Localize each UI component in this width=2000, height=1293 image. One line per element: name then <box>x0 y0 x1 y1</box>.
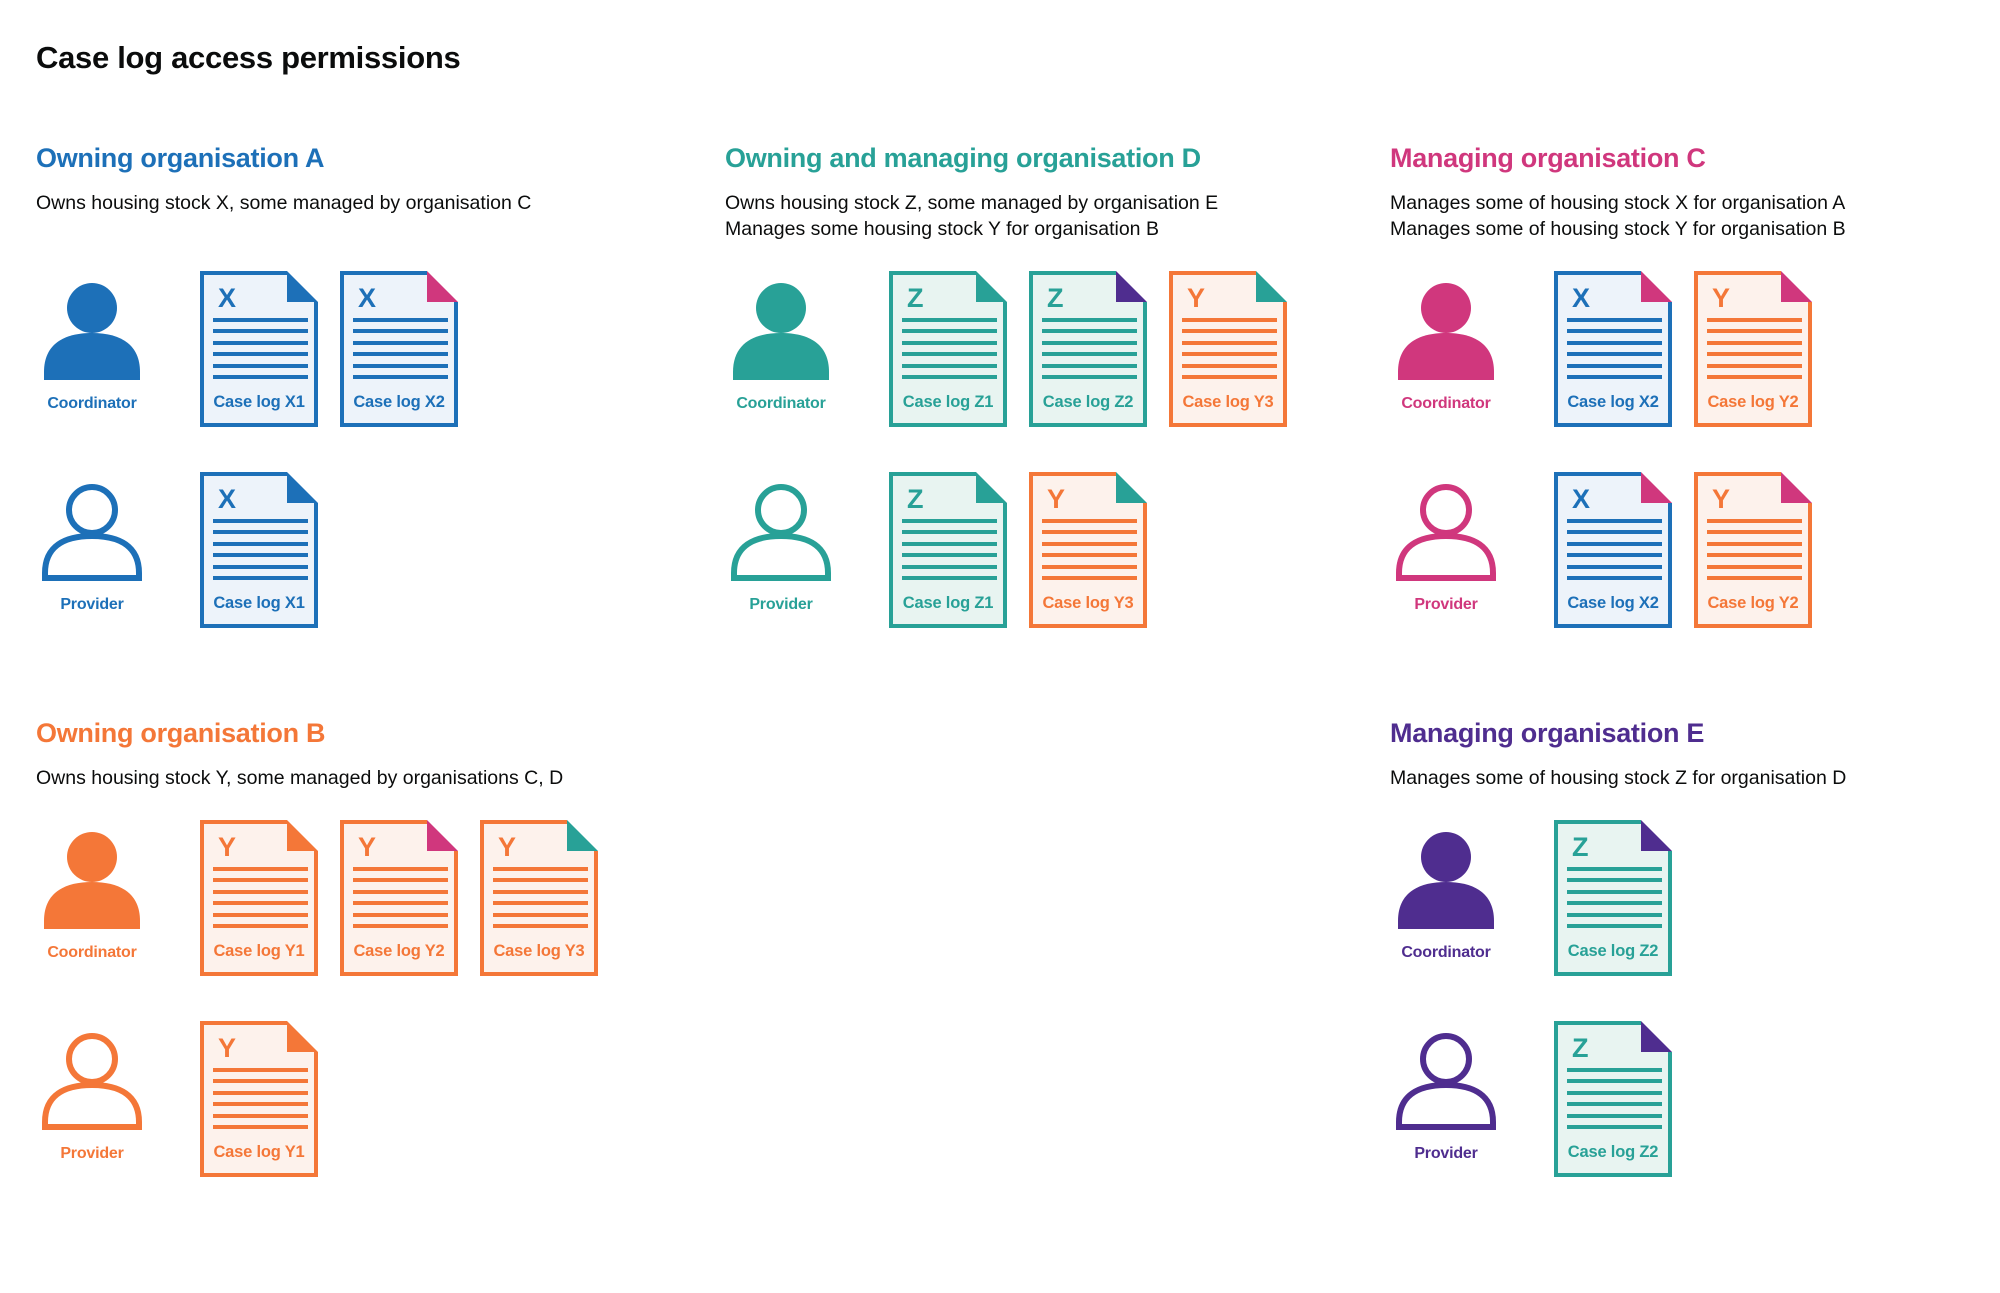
document-text-lines <box>493 867 588 935</box>
folded-corner-icon <box>1641 271 1672 302</box>
provider-row <box>1390 1021 1672 1177</box>
folded-corner-icon <box>287 1021 318 1052</box>
document-text-lines <box>1182 318 1277 386</box>
folded-corner-icon <box>1781 472 1812 503</box>
provider-icon <box>729 483 833 581</box>
document-stock-letter: X <box>1572 283 1591 313</box>
case-log-document <box>200 472 318 628</box>
folded-corner-icon <box>1641 472 1672 503</box>
document-stock-letter: X <box>1572 484 1591 514</box>
section-description <box>36 765 563 791</box>
folded-corner-icon <box>287 820 318 851</box>
coordinator-icon <box>40 831 144 929</box>
document-label: Case log X2 <box>353 393 445 411</box>
case-log-document <box>340 820 458 976</box>
document-stock-letter: Y <box>218 832 237 862</box>
folded-corner-icon <box>427 820 458 851</box>
document-stock-letter: Y <box>218 1033 237 1063</box>
document-text-lines <box>902 519 997 587</box>
document-text-lines <box>213 519 308 587</box>
document-stock-letter: Y <box>498 832 517 862</box>
case-log-document <box>1029 472 1147 628</box>
coordinator-figure <box>36 271 148 413</box>
role-label: Provider <box>60 1145 124 1162</box>
coordinator-figure <box>1390 271 1502 413</box>
section-description-line: Manages some of housing stock Z for organisation D <box>1390 767 1847 789</box>
role-label: Provider <box>1414 1145 1478 1162</box>
role-label: Coordinator <box>1401 395 1491 412</box>
document-label: Case log Y2 <box>353 942 445 960</box>
section-description <box>1390 190 1846 242</box>
document-stock-letter: X <box>218 283 237 313</box>
document-stock-letter: Y <box>358 832 377 862</box>
section-title: Managing organisation C <box>1390 143 1706 173</box>
case-log-document <box>340 271 458 427</box>
case-log-document <box>1554 1021 1672 1177</box>
folded-corner-icon <box>976 271 1007 302</box>
case-log-document <box>1694 271 1812 427</box>
section-description-line: Owns housing stock Z, some managed by organisation E <box>725 192 1219 214</box>
provider-row <box>725 472 1147 628</box>
provider-figure <box>36 472 148 614</box>
document-label: Case log Z1 <box>902 594 994 612</box>
document-stock-letter: X <box>218 484 237 514</box>
coordinator-icon <box>1394 282 1498 380</box>
section-title: Managing organisation E <box>1390 718 1705 748</box>
section-description-line: Owns housing stock X, some managed by organisation C <box>36 192 532 214</box>
provider-figure <box>36 1021 148 1163</box>
document-text-lines <box>1042 318 1137 386</box>
case-log-document <box>200 820 318 976</box>
role-label: Coordinator <box>736 395 826 412</box>
coordinator-figure <box>725 271 837 413</box>
document-text-lines <box>1567 318 1662 386</box>
case-log-document <box>1554 271 1672 427</box>
role-label: Coordinator <box>1401 944 1491 961</box>
document-text-lines <box>213 318 308 386</box>
case-log-document <box>1029 271 1147 427</box>
provider-row <box>36 1021 318 1177</box>
section-org-b <box>36 718 676 1293</box>
case-log-document <box>889 472 1007 628</box>
document-label: Case log Y3 <box>493 942 585 960</box>
section-title: Owning organisation A <box>36 143 325 173</box>
document-stock-letter: Z <box>907 484 924 514</box>
case-log-document <box>889 271 1007 427</box>
document-text-lines <box>1567 867 1662 935</box>
provider-icon <box>1394 1032 1498 1130</box>
section-title: Owning and managing organisation D <box>725 143 1201 173</box>
folded-corner-icon <box>1256 271 1287 302</box>
document-label: Case log Z2 <box>1567 1143 1659 1161</box>
document-label: Case log Z2 <box>1567 942 1659 960</box>
case-log-document <box>1694 472 1812 628</box>
document-label: Case log Z2 <box>1042 393 1134 411</box>
case-log-document <box>200 271 318 427</box>
document-text-lines <box>1707 318 1802 386</box>
folded-corner-icon <box>1641 1021 1672 1052</box>
document-stock-letter: Y <box>1712 484 1731 514</box>
folded-corner-icon <box>287 472 318 503</box>
coordinator-figure <box>36 820 148 962</box>
section-title: Owning organisation B <box>36 718 326 748</box>
provider-icon <box>40 1032 144 1130</box>
section-description <box>1390 765 1846 791</box>
case-log-document <box>1554 472 1672 628</box>
coordinator-row <box>725 271 1287 427</box>
case-log-document <box>200 1021 318 1177</box>
document-label: Case log Y3 <box>1042 594 1134 612</box>
document-label: Case log Y3 <box>1182 393 1274 411</box>
section-org-a <box>36 143 676 718</box>
document-text-lines <box>1567 1068 1662 1136</box>
role-label: Coordinator <box>47 944 137 961</box>
document-text-lines <box>902 318 997 386</box>
section-description-line: Manages some of housing stock Y for organisation B <box>1390 218 1846 240</box>
document-label: Case log Y2 <box>1707 393 1799 411</box>
folded-corner-icon <box>427 271 458 302</box>
document-label: Case log Y1 <box>213 942 305 960</box>
folded-corner-icon <box>1116 271 1147 302</box>
provider-row <box>36 472 318 628</box>
role-label: Provider <box>749 596 813 613</box>
folded-corner-icon <box>287 271 318 302</box>
section-description <box>36 190 531 216</box>
document-stock-letter: Z <box>907 283 924 313</box>
document-text-lines <box>1707 519 1802 587</box>
coordinator-figure <box>1390 820 1502 962</box>
document-stock-letter: X <box>358 283 377 313</box>
section-description-line: Manages some of housing stock X for organisation A <box>1390 192 1846 214</box>
section-org-d <box>725 143 1365 718</box>
document-label: Case log X1 <box>213 594 305 612</box>
document-text-lines <box>353 318 448 386</box>
document-stock-letter: Y <box>1047 484 1066 514</box>
document-stock-letter: Z <box>1572 832 1589 862</box>
role-label: Coordinator <box>47 395 137 412</box>
coordinator-row <box>36 820 598 976</box>
folded-corner-icon <box>976 472 1007 503</box>
coordinator-row <box>36 271 458 427</box>
document-text-lines <box>353 867 448 935</box>
section-description <box>725 190 1218 242</box>
document-stock-letter: Z <box>1047 283 1064 313</box>
document-text-lines <box>213 867 308 935</box>
folded-corner-icon <box>567 820 598 851</box>
section-org-e <box>1390 718 2000 1293</box>
document-label: Case log Y2 <box>1707 594 1799 612</box>
provider-figure <box>725 472 837 614</box>
document-label: Case log Z1 <box>902 393 994 411</box>
coordinator-icon <box>729 282 833 380</box>
provider-figure <box>1390 1021 1502 1163</box>
document-label: Case log X2 <box>1567 594 1659 612</box>
provider-icon <box>40 483 144 581</box>
case-log-document <box>1169 271 1287 427</box>
section-org-c <box>1390 143 2000 718</box>
document-text-lines <box>1567 519 1662 587</box>
folded-corner-icon <box>1116 472 1147 503</box>
provider-figure <box>1390 472 1502 614</box>
coordinator-row <box>1390 271 1812 427</box>
case-log-document <box>480 820 598 976</box>
case-log-document <box>1554 820 1672 976</box>
section-description-line: Owns housing stock Y, some managed by organisations C, D <box>36 767 564 789</box>
page-title: Case log access permissions <box>36 40 461 75</box>
role-label: Provider <box>1414 596 1478 613</box>
coordinator-icon <box>40 282 144 380</box>
document-label: Case log X1 <box>213 393 305 411</box>
section-description-line: Manages some housing stock Y for organisation B <box>725 218 1159 240</box>
provider-icon <box>1394 483 1498 581</box>
document-label: Case log Y1 <box>213 1143 305 1161</box>
coordinator-row <box>1390 820 1672 976</box>
document-text-lines <box>213 1068 308 1136</box>
document-stock-letter: Y <box>1187 283 1206 313</box>
coordinator-icon <box>1394 831 1498 929</box>
document-text-lines <box>1042 519 1137 587</box>
document-label: Case log X2 <box>1567 393 1659 411</box>
document-stock-letter: Z <box>1572 1033 1589 1063</box>
provider-row <box>1390 472 1812 628</box>
folded-corner-icon <box>1641 820 1672 851</box>
document-stock-letter: Y <box>1712 283 1731 313</box>
folded-corner-icon <box>1781 271 1812 302</box>
role-label: Provider <box>60 596 124 613</box>
